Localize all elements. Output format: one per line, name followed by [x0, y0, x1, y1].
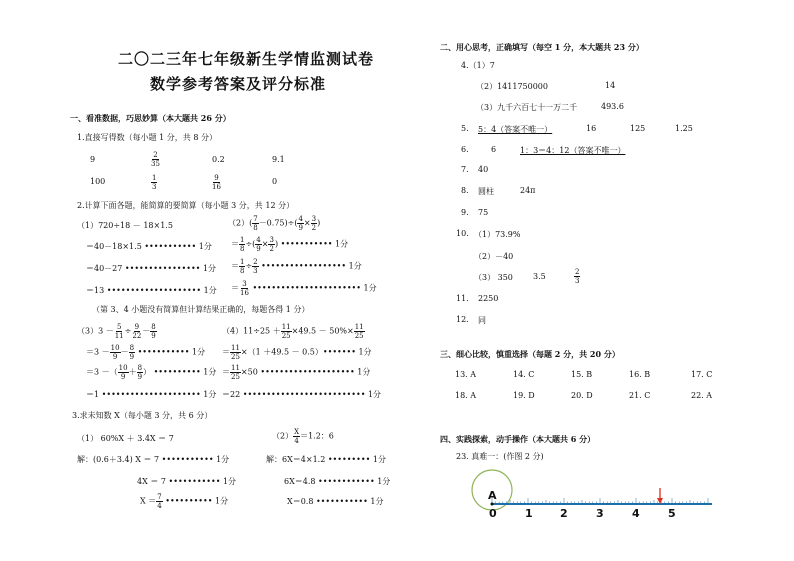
q10-answer-fraction: $\frac{2}{3}$ [575, 268, 580, 285]
q2-step: ＝22 •••••••••••••••••••••••••• 1分 [222, 390, 382, 399]
section-3-heading: 三、细心比较，慎重选择（每题 2 分，共 20 分） [440, 349, 620, 359]
q1-answer-fraction: $\frac{9}{16}$ [212, 174, 221, 191]
choice-answer: 16. B [629, 370, 651, 379]
q2-step: ＝3 －（ $\frac{10}{9}$ ＋ $\frac{8}{9}$ ） •••••••••• 1分 [86, 364, 217, 381]
q6-answer: 6 [491, 145, 497, 154]
q3-step: 4X ＝ 7 ••••••••••• 1分 [137, 477, 237, 486]
q3-step: （1） 60%X ＋ 3.4X ＝ 7 [77, 434, 174, 443]
red-arrow-icon [657, 488, 663, 504]
number-line-label: 2 [560, 507, 568, 520]
q6-number: 6. [461, 145, 469, 154]
q2-note: （第 3、4 小题没有简算但计算结果正确的，每题各得 1 分） [92, 305, 310, 314]
choice-answer: 22. A [691, 391, 713, 400]
q4-answer: 493.6 [601, 102, 624, 111]
q2-step: （1）720÷18 － 18×1.5 [77, 221, 173, 230]
number-line-label: 5 [668, 507, 676, 520]
q12-number: 12. [456, 315, 469, 324]
section-4-heading: 四、实践探索，动手操作（本大题共 6 分） [440, 434, 596, 444]
q23-heading: 23. 真难一：(作图 2 分) [456, 452, 544, 461]
section-1-heading: 一、看准数据，巧思妙算（本大题共 26 分） [70, 113, 231, 123]
choice-answer: 15. B [571, 370, 593, 379]
q3-step: 6X＝4.8 •••••••••••• 1分 [284, 477, 391, 486]
q2-step: ＝13 •••••••••••••••••••• 1分 [86, 286, 217, 295]
choice-answer: 14. C [513, 370, 535, 379]
q2-step: ＝ $\frac{11}{25}$ ×（1 ＋49.5 － 0.5）••••••• 1分 [222, 344, 372, 361]
q4-answer: 4.（1）7 [461, 61, 495, 70]
q10-answer: （2）－40 [474, 252, 514, 261]
q4-answer: 14 [605, 81, 616, 90]
q8-answer: 24π [520, 186, 536, 195]
q1-answer-fraction: $\frac{2}{35}$ [151, 151, 160, 168]
choice-answer: 20. D [571, 391, 593, 400]
choice-answer: 18. A [455, 391, 477, 400]
q3-heading: 3.求未知数 X（每小题 3 分，共 6 分） [72, 411, 213, 420]
q9-number: 9. [461, 208, 469, 217]
number-line-label: 1 [525, 507, 533, 520]
section-2-heading: 二、用心思考，正确填写（每空 1 分，本大题共 23 分） [440, 42, 644, 52]
q5-number: 5. [461, 124, 469, 133]
q4-answer: （2）1411750000 [476, 82, 548, 91]
q10-answer: （1）73.9% [474, 230, 521, 239]
q2-step: （2）( $\frac{7}{8}$ －0.75)÷( $\frac{4}{9}$ × $\frac{3}{2}$ ) [228, 215, 321, 232]
q1-answer: 9.1 [272, 155, 285, 164]
q10-answer: 3.5 [533, 272, 546, 281]
q2-step: ＝1 ••••••••••••••••••••• 1分 [86, 390, 217, 399]
q2-step: （3）3 － $\frac{5}{11}$ ÷ $\frac{9}{22}$ － $\frac{8}{9}$ [77, 323, 156, 340]
choice-answer: 19. D [513, 391, 535, 400]
q1-answer: 9 [90, 155, 96, 164]
q1-heading: 1.直接写得数（每小题 1 分，共 8 分） [77, 133, 217, 142]
q8-answer: 圆柱 [478, 187, 494, 196]
q7-answer: 40 [478, 165, 489, 174]
q1-answer: 100 [90, 177, 106, 186]
q5-answer: 1.25 [675, 124, 693, 133]
point-a-label: A [488, 489, 497, 502]
q2-step: ＝40－18×1.5 ••••••••••• 1分 [86, 242, 212, 251]
q2-step: ＝ $\frac{11}{25}$ ×50 •••••••••••••••••••• 1分 [222, 364, 371, 381]
q5-answer: 125 [630, 124, 646, 133]
q3-step: 解：6X＝4×1.2 ••••••••• 1分 [266, 455, 386, 464]
choice-answer: 17. C [691, 370, 713, 379]
choice-answer: 21. C [629, 391, 651, 400]
q2-step: ＝40－27 •••••••••••••••• 1分 [86, 264, 217, 273]
q2-step: ＝3 － $\frac{10}{9}$ － $\frac{8}{9}$ ••••••••••• 1分 [86, 344, 206, 361]
q2-heading: 2.计算下面各题，能简算的要简算（每小题 3 分，共 12 分） [77, 201, 295, 210]
q10-answer: （3） 350 [474, 273, 513, 282]
q2-step: ＝ $\frac{3}{16}$ ••••••••••••••••••••••• 1分 [231, 280, 377, 297]
q5-answer: 16 [586, 124, 597, 133]
q7-number: 7. [461, 165, 469, 174]
q3-step: X＝0.8 ••••••••••• 1分 [287, 497, 384, 506]
q2-step: ＝ $\frac{1}{8}$ ÷( $\frac{4}{9}$ × $\frac{3}{2}$ ) ••••••••••• 1分 [231, 236, 349, 253]
answer-key-title: 数学参考答案及评分标准 [150, 75, 327, 93]
q2-step: ＝ $\frac{1}{8}$ ÷ $\frac{2}{3}$ •••••••••••••••••• 1分 [231, 258, 362, 275]
q3-step: X ＝ $\frac{7}{4}$ •••••••••• 1分 [140, 493, 229, 510]
q10-number: 10. [456, 229, 469, 238]
q1-answer: 0.2 [212, 155, 225, 164]
q3-step: （2） $\frac{X}{4}$ ＝1.2：6 [272, 428, 334, 445]
q5-answer: 5：4（答案不唯一） [478, 125, 553, 134]
number-line-ticks [492, 498, 708, 504]
q4-answer: （3）九千六百七十一万二千 [476, 103, 578, 112]
q3-step: 解：(0.6＋3.4) X ＝ 7 ••••••••••• 1分 [77, 455, 230, 464]
q8-number: 8. [461, 186, 469, 195]
point-a-dot [491, 503, 494, 506]
q11-number: 11. [456, 294, 469, 303]
q6-answer: 1：3＝4：12（答案不唯一） [520, 146, 626, 155]
number-line-label: 4 [632, 507, 640, 520]
number-line-label: 3 [596, 507, 604, 520]
number-line-drawing [430, 460, 720, 520]
q9-answer: 75 [478, 208, 489, 217]
exam-title: 二〇二三年七年级新生学情监测试卷 [118, 50, 375, 68]
q12-answer: 同 [478, 316, 486, 325]
q11-answer: 2250 [478, 294, 499, 303]
number-line-label: 0 [489, 507, 497, 520]
choice-answer: 13. A [455, 370, 477, 379]
q1-answer-fraction: $\frac{1}{3}$ [152, 174, 157, 191]
q2-step: （4）11÷25 ＋ $\frac{11}{25}$ ×49.5 － 50%× $\frac{11}{25}$ [222, 323, 364, 340]
q1-answer: 0 [272, 177, 278, 186]
